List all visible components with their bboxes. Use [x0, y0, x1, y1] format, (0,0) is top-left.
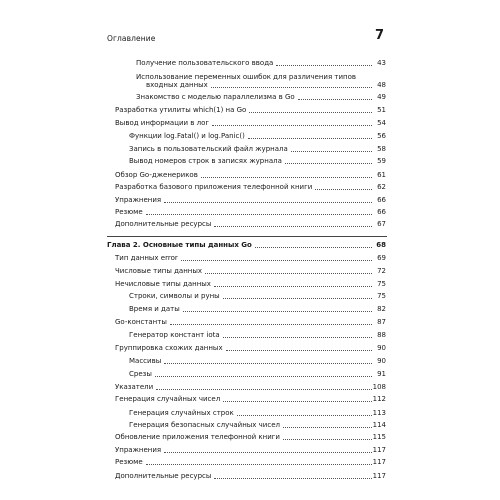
toc-entry-title: Глава 2. Основные типы данных Go — [107, 241, 252, 249]
dot-leader — [298, 99, 372, 100]
toc-entry-title: Получение пользовательского ввода — [136, 59, 274, 67]
dot-leader — [170, 324, 372, 325]
toc-entry-title: Массивы — [129, 357, 162, 365]
dot-leader — [315, 189, 372, 190]
dot-leader — [183, 311, 372, 312]
toc-entry-title: Упражнения — [115, 196, 162, 204]
dot-leader — [291, 151, 372, 152]
toc-entry-title: Обзор Go-дженериков — [115, 171, 198, 179]
toc-entry-page: 75 — [377, 292, 386, 300]
toc-entry-title: Генерация случайных чисел — [115, 395, 221, 403]
toc-entry-title: Группировка схожих данных — [115, 344, 223, 352]
dot-leader — [283, 427, 372, 428]
toc-entry-text: Использование переменных ошибок для различения типов — [136, 73, 357, 81]
toc-entry-title: входных данных — [146, 81, 208, 89]
toc-entry-page: 90 — [377, 357, 386, 365]
toc-entry-page: 48 — [377, 81, 386, 89]
toc-entry-page: 117 — [372, 446, 386, 454]
toc-entry-title: Go-константы — [115, 318, 167, 326]
dot-leader — [201, 177, 372, 178]
toc-entry-page: 91 — [377, 370, 386, 378]
toc-entry-title: Указатели — [115, 383, 154, 391]
toc-entry-title: Тип данных error — [115, 254, 178, 262]
toc-entry-title: Обновление приложения телефонной книги — [115, 433, 280, 441]
toc-entry-title: Числовые типы данных — [115, 267, 203, 275]
toc-entry-page: 54 — [377, 119, 386, 127]
toc-entry-title: Дополнительные ресурсы — [115, 472, 212, 480]
dot-leader — [223, 401, 372, 402]
toc-entry-title: Нечисловые типы данных — [115, 280, 211, 288]
dot-leader — [164, 363, 372, 364]
toc-entry-title: Функции log.Fatal() и log.Panic() — [129, 132, 245, 140]
toc-entry-page: 58 — [377, 145, 386, 153]
dot-leader — [223, 298, 372, 299]
toc-entry-page: 68 — [376, 241, 386, 249]
dot-leader — [212, 125, 372, 126]
dot-leader — [146, 214, 372, 215]
toc-entry-page: 87 — [377, 318, 386, 326]
dot-leader — [283, 439, 372, 440]
toc-entry-title: Срезы — [129, 370, 152, 378]
dot-leader — [164, 452, 372, 453]
toc-entry-page: 114 — [372, 421, 386, 429]
toc-entry-page: 43 — [377, 59, 386, 67]
toc-entry-page: 67 — [377, 220, 386, 228]
dot-leader — [214, 286, 372, 287]
toc-entry-page: 66 — [377, 208, 386, 216]
dot-leader — [255, 247, 372, 248]
dot-leader — [155, 376, 372, 377]
dot-leader — [164, 202, 372, 203]
toc-entry-page: 113 — [372, 409, 386, 417]
toc-entry-title: Разработка базового приложения телефонной книги — [115, 183, 313, 191]
dot-leader — [181, 260, 372, 261]
toc-entry-page: 75 — [377, 280, 386, 288]
dot-leader — [205, 273, 372, 274]
dot-leader — [248, 138, 372, 139]
dot-leader — [276, 65, 372, 66]
toc-entry-title: Дополнительные ресурсы — [115, 220, 212, 228]
toc-entry-title: Резюме — [115, 208, 143, 216]
toc-entry-title: Резюме — [115, 458, 143, 466]
toc-entry-title: Вывод информации в лог — [115, 119, 210, 127]
toc-entry-title: Генератор констант iota — [129, 331, 220, 339]
toc-entry-title: Вывод номеров строк в записях журнала — [129, 157, 282, 165]
dot-leader — [249, 112, 372, 113]
dot-leader — [285, 163, 372, 164]
toc-entry-page: 62 — [377, 183, 386, 191]
dot-leader — [156, 389, 372, 390]
toc-entry-title: Упражнения — [115, 446, 162, 454]
toc-entry-page: 66 — [377, 196, 386, 204]
toc-entry-page: 69 — [377, 254, 386, 262]
toc-entry-page: 117 — [372, 458, 386, 466]
toc-entry-page: 72 — [377, 267, 386, 275]
dot-leader — [226, 350, 372, 351]
dot-leader — [146, 464, 372, 465]
toc-entry-page: 112 — [372, 395, 386, 403]
toc-entry-page: 82 — [377, 305, 386, 313]
toc-entry-page: 56 — [377, 132, 386, 140]
toc-entry-title: Запись в пользовательский файл журнала — [129, 145, 288, 153]
dot-leader — [214, 478, 372, 479]
toc-entry-page: 90 — [377, 344, 386, 352]
toc-entry-title: Строки, символы и руны — [129, 292, 220, 300]
toc-entry-page: 59 — [377, 157, 386, 165]
toc-entry-title: Разработка утилиты which(1) на Go — [115, 106, 247, 114]
toc-entry-page: 115 — [372, 433, 386, 441]
page-number: 7 — [375, 28, 385, 43]
toc-entry-title: Генерация случайных строк — [129, 409, 234, 417]
toc-entry-page: 51 — [377, 106, 386, 114]
toc-entry-title: Время и даты — [129, 305, 180, 313]
toc-entry-title: Генерация безопасных случайных чисел — [129, 421, 280, 429]
toc-entry-page: 88 — [377, 331, 386, 339]
toc-entry-page: 49 — [377, 93, 386, 101]
toc-entry-page: 61 — [377, 171, 386, 179]
dot-leader — [237, 415, 372, 416]
dot-leader — [223, 337, 372, 338]
toc-entry-page: 117 — [372, 472, 386, 480]
dot-leader — [214, 226, 372, 227]
toc-entry-title: Знакомство с моделью параллелизма в Go — [136, 93, 295, 101]
running-header-title: Оглавление — [107, 34, 156, 43]
dot-leader — [211, 87, 372, 88]
toc-entry-page: 108 — [372, 383, 386, 391]
